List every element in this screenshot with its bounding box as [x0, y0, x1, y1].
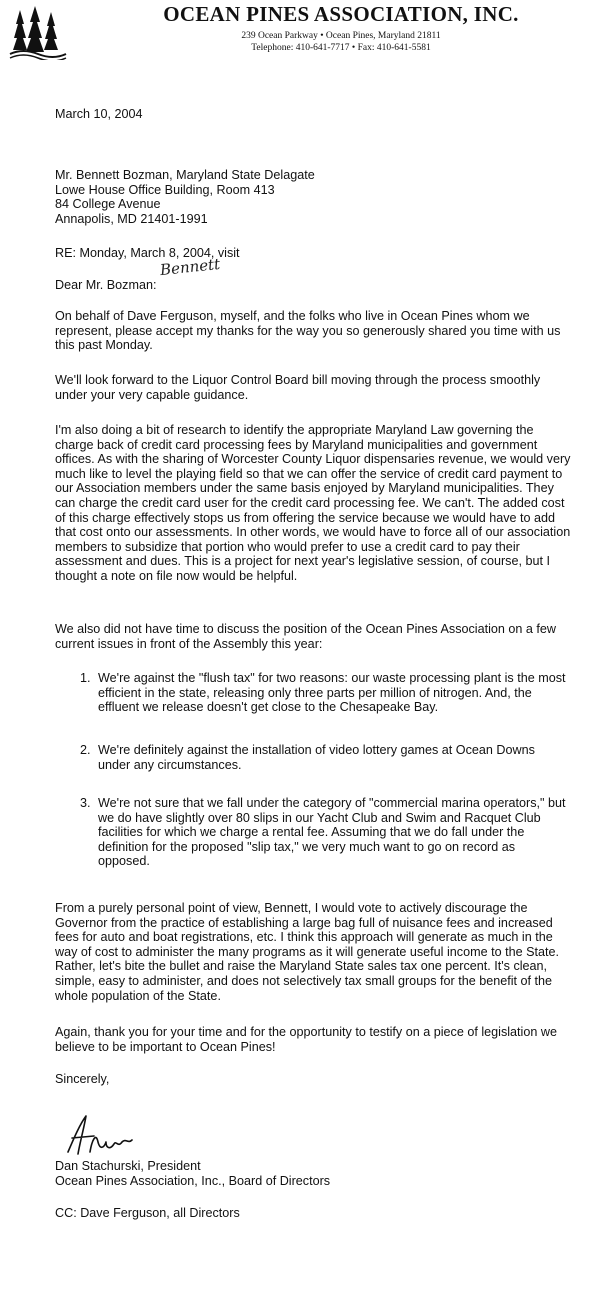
paragraph: Again, thank you for your time and for the opportunity to testify on a piece of legislation we believe to be important to Ocean Pines! — [55, 1025, 557, 1054]
organization-phone: Telephone: 410-641-7717 • Fax: 410-641-5581 — [251, 43, 431, 53]
cc-line: CC: Dave Ferguson, all Directors — [55, 1206, 240, 1220]
handwritten-note: Bennett — [159, 254, 221, 280]
salutation: Dear Mr. Bozman: — [55, 278, 157, 292]
recipient-address — [55, 168, 575, 226]
paragraph: We'll look forward to the Liquor Control Board bill moving through the process smoothly under your very capable guidance. — [55, 373, 541, 402]
re-line: RE: Monday, March 8, 2004, visit — [55, 246, 240, 260]
organization-name: OCEAN PINES ASSOCIATION, INC. — [163, 2, 519, 26]
signer-organization: Ocean Pines Association, Inc., Board of Directors — [55, 1174, 331, 1188]
paragraph: I'm also doing a bit of research to identify the appropriate Maryland Law governing the charge back of credit card processing fees by Maryland municipalities and government offices. As with the sharing of Worcester County Liquor dispensaries revenue, we would very much like to level the playing field so that we can offer the service of credit card payment to our Association members under the same basis enjoyed by Maryland municipalities. They can charge the credit card user for the credit card processing fee. We can't. The added cost of this charge effectively stops us from offering the service because we would have to add that cost onto our assessments. In other words, we would have to force all of our association members to subsidize that portion who would prefer to use a credit card to pay their assessment and dues. This is a project for next year's legislative session, of course, but I thought a note on file now would be helpful. — [55, 423, 571, 583]
list-item-text: We're against the "flush tax" for two reasons: our waste processing plant is the most efficient in the state, releasing only three parts per million of nitrogen. And, the effluent we release doesn't get close to the Chesapeake Bay. — [98, 671, 566, 715]
recipient-line: 84 College Avenue — [55, 197, 161, 212]
recipient-line: Annapolis, MD 21401-1991 — [55, 211, 208, 226]
list-item-number: 2. — [80, 743, 91, 757]
organization-contact — [96, 30, 586, 54]
organization-address: 239 Ocean Parkway • Ocean Pines, Maryland 21811 — [241, 31, 441, 41]
letter-date: March 10, 2004 — [55, 107, 143, 121]
list-item-number: 1. — [80, 671, 91, 685]
signature-icon — [60, 1112, 140, 1158]
sign-off: Sincerely, — [55, 1072, 110, 1086]
recipient-line: Lowe House Office Building, Room 413 — [55, 182, 275, 197]
list-item-text: We're not sure that we fall under the category of "commercial marina operators," but we do have slightly over 80 slips in our Yacht Club and Swim and Racquet Club facilities for which we charge a rental fee. Assuming that we do fall under the definition for the proposed "slip tax," we very much want to go on record as opposed. — [98, 796, 566, 869]
paragraph: From a purely personal point of view, Bennett, I would vote to actively discourage the Governor from the practice of establishing a large bag full of nuisance fees and increased fees for auto and boat registrations, etc. I think this approach will generate as much in the way of cost to administer the many programs as it will generate useful income to the State. Rather, let's bite the bullet and raise the Maryland State sales tax one percent. It's clean, simple, easy to administer, and does not selectively tax small groups for the benefit of the whole population of the State. — [55, 901, 559, 1003]
list-item-number: 3. — [80, 796, 91, 810]
paragraph: On behalf of Dave Ferguson, myself, and the folks who live in Ocean Pines whom we represent, please accept my thanks for the way you so generously shared you time with us this past Monday. — [55, 309, 561, 353]
recipient-line: Mr. Bennett Bozman, Maryland State Delagate — [55, 168, 315, 182]
ocean-pines-logo-icon — [8, 4, 68, 60]
paragraph: We also did not have time to discuss the position of the Ocean Pines Association on a few current issues in front of the Assembly this year: — [55, 622, 557, 651]
list-item-text: We're definitely against the installation of video lottery games at Ocean Downs under any circumstances. — [98, 743, 535, 772]
signer-name: Dan Stachurski, President — [55, 1159, 201, 1173]
